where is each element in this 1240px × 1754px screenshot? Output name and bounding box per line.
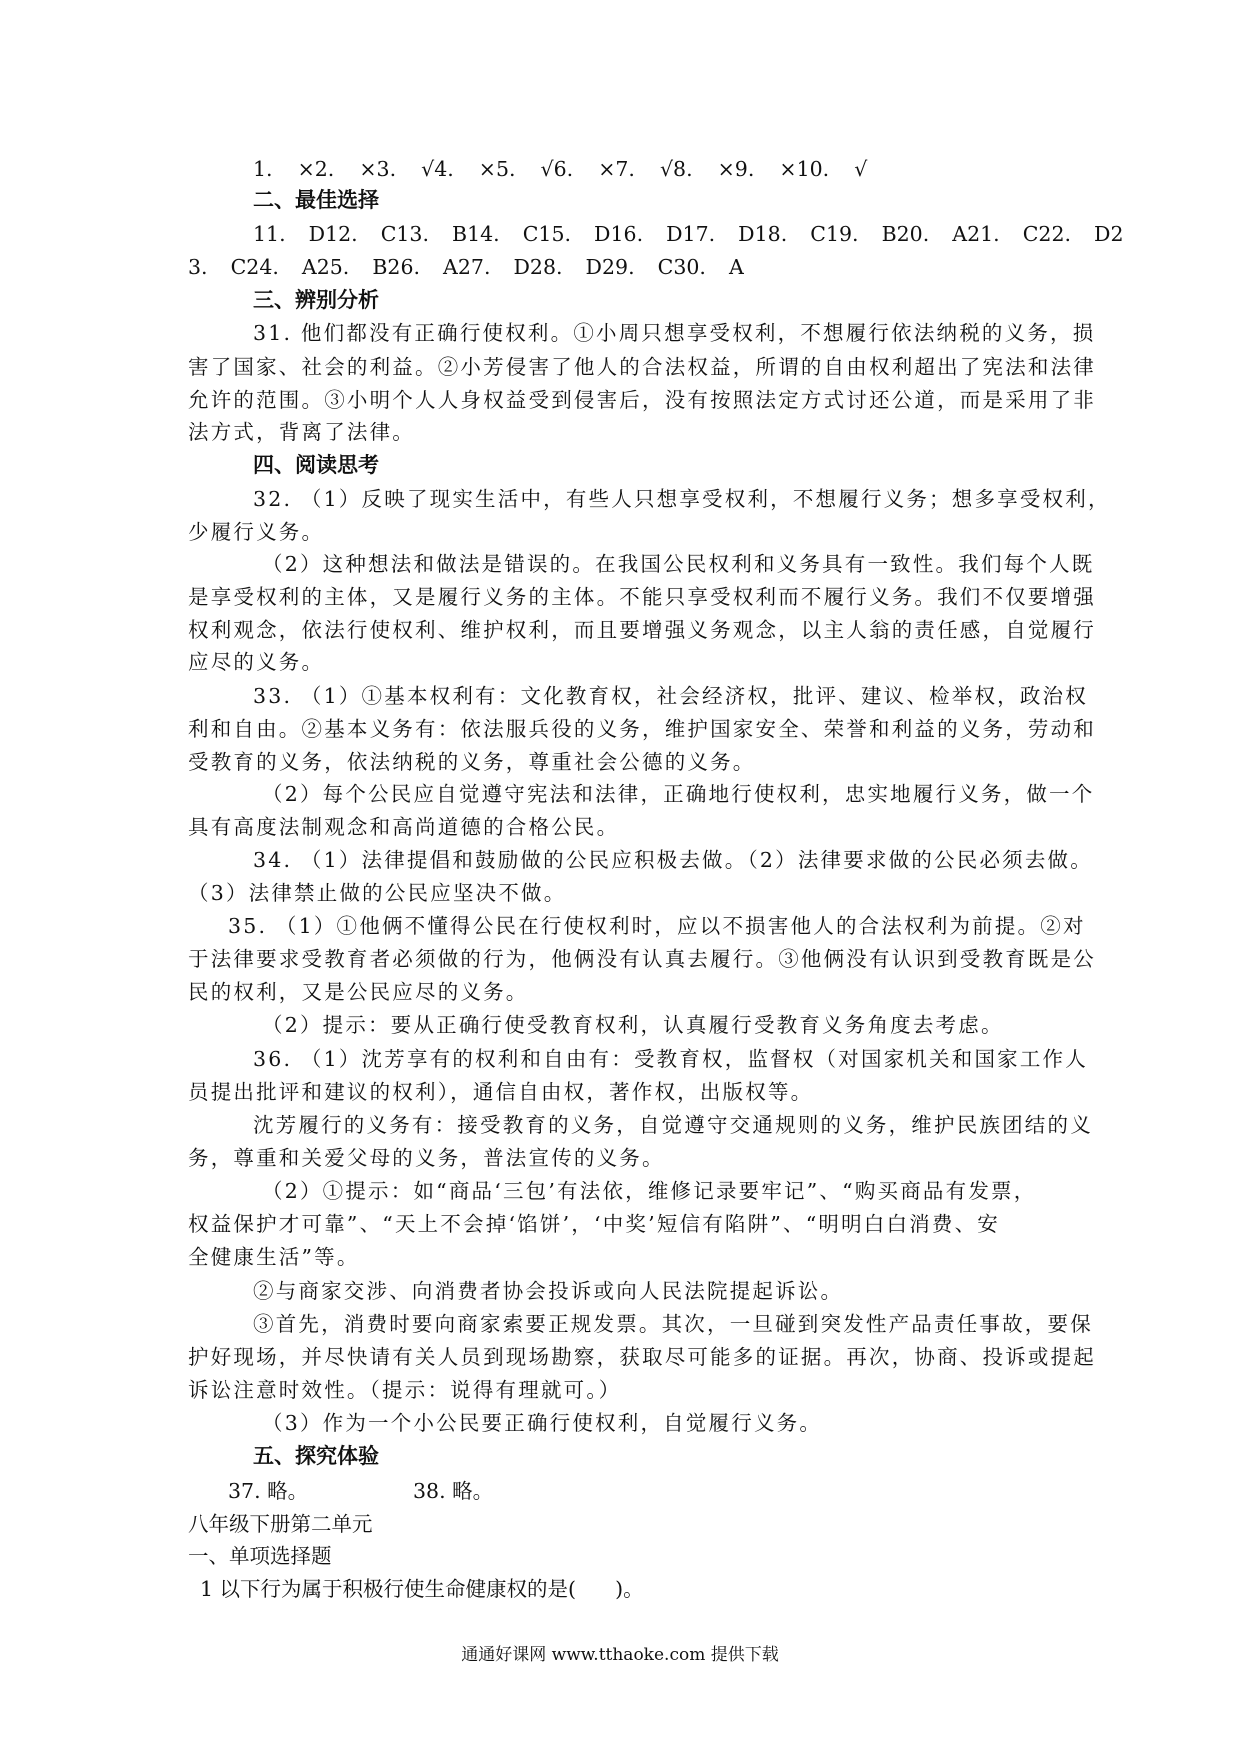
reading-line: 权益保护才可靠”、“天上不会掉‘馅饼’，‘中奖’短信有陷阱”、“明明白白消费、安 (188, 1212, 1000, 1236)
reading-line: 护好现场，并尽快请有关人员到现场勘察，获取尽可能多的证据。再次，协商、投诉或提起 (188, 1345, 1096, 1369)
reading-line: （2）每个公民应自觉遵守宪法和法律，正确地行使权利，忠实地履行义务，做一个 (262, 782, 1095, 806)
analysis-line: 害了国家、社会的利益。②小芳侵害了他人的合法权益，所谓的自由权利超出了宪法和法律 (188, 355, 1096, 379)
reading-line: ③首先，消费时要向商家索要正规发票。其次，一旦碰到突发性产品责任事故，要保 (253, 1312, 1093, 1336)
section-title-analysis: 三、辨别分析 (253, 288, 379, 312)
reading-line: 诉讼注意时效性。（提示：说得有理就可。） (188, 1378, 622, 1402)
reading-line: （2）提示：要从正确行使受教育权利，认真履行受教育义务角度去考虑。 (262, 1013, 1004, 1037)
reading-line: （2）这种想法和做法是错误的。在我国公民权利和义务具有一致性。我们每个人既 (262, 552, 1095, 576)
reading-line: 是享受权利的主体，又是履行义务的主体。不能只享受权利而不履行义务。我们不仅要增强 (188, 585, 1096, 609)
analysis-line: 允许的范围。③小明个人人身权益受到侵害后，没有按照法定方式讨还公道，而是采用了非 (188, 388, 1096, 412)
reading-line: （3）法律禁止做的公民应坚决不做。 (188, 881, 567, 905)
section-title-explore: 五、探究体验 (253, 1444, 379, 1468)
section-title-reading: 四、阅读思考 (253, 453, 379, 477)
judgment-answers: 1. ×2. ×3. √4. ×5. √6. ×7. √8. ×9. ×10. √ (253, 157, 868, 181)
reading-line: 于法律要求受教育者必须做的行为，他俩没有认真去履行。③他俩没有认识到受教育既是公 (188, 947, 1096, 971)
reading-line: ②与商家交涉、向消费者协会投诉或向人民法院提起诉讼。 (253, 1279, 844, 1303)
reading-line: 34. （1）法律提倡和鼓励做的公民应积极去做。（2）法律要求做的公民必须去做。 (253, 848, 1093, 872)
reading-line: （2）①提示：如“商品‘三包’有法依，维修记录要牢记”、“购买商品有发票， (262, 1179, 1037, 1203)
reading-line: 具有高度法制观念和高尚道德的合格公民。 (188, 815, 620, 839)
reading-line: 32. （1）反映了现实生活中，有些人只想享受权利，不想履行义务；想多享受权利， (253, 487, 1111, 511)
reading-line: 务，尊重和关爱父母的义务，普法宣传的义务。 (188, 1146, 665, 1170)
explore-answer-38: 38. 略。 (413, 1479, 494, 1503)
reading-line: 利和自由。②基本义务有：依法服兵役的义务，维护国家安全、荣誉和利益的义务，劳动和 (188, 717, 1096, 741)
reading-line: 36. （1）沈芳享有的权利和自由有：受教育权，监督权（对国家机关和国家工作人 (253, 1047, 1088, 1071)
reading-line: 33. （1）①基本权利有：文化教育权，社会经济权，批评、建议、检举权，政治权 (253, 684, 1088, 708)
section-title-best-choice: 二、最佳选择 (253, 188, 379, 212)
unit-title: 八年级下册第二单元 (188, 1512, 373, 1536)
reading-line: 权利观念，依法行使权利、维护权利，而且要增强义务观念，以主人翁的责任感，自觉履行 (188, 618, 1096, 642)
question-1: 1 以下行为属于积极行使生命健康权的是( )。 (200, 1577, 644, 1601)
reading-line: 沈芳履行的义务有：接受教育的义务，自觉遵守交通规则的义务，维护民族团结的义 (253, 1113, 1093, 1137)
reading-line: 受教育的义务，依法纳税的义务，尊重社会公德的义务。 (188, 750, 756, 774)
page-footer: 通通好课网 www.tthaoke.com 提供下载 (461, 1645, 779, 1665)
analysis-line: 31. 他们都没有正确行使权利。①小周只想享受权利，不想履行依法纳税的义务，损 (253, 321, 1096, 345)
explore-answer-37: 37. 略。 (228, 1479, 309, 1503)
choice-answers-line-1: 11. D12. C13. B14. C15. D16. D17. D18. C19. B20. A21. C22. D2 (253, 222, 1124, 246)
reading-line: 少履行义务。 (188, 520, 325, 544)
reading-line: （3）作为一个小公民要正确行使权利，自觉履行义务。 (262, 1411, 823, 1435)
reading-line: 35. （1）①他俩不懂得公民在行使权利时，应以不损害他人的合法权利为前提。②对 (228, 914, 1086, 938)
choice-answers-line-2: 3. C24. A25. B26. A27. D28. D29. C30. A (188, 255, 744, 279)
unit-subtitle: 一、单项选择题 (188, 1544, 332, 1568)
analysis-line: 法方式，背离了法律。 (188, 420, 415, 444)
reading-line: 全健康生活”等。 (188, 1245, 360, 1269)
reading-line: 应尽的义务。 (188, 650, 325, 674)
reading-line: 民的权利，又是公民应尽的义务。 (188, 980, 529, 1004)
reading-line: 员提出批评和建议的权利），通信自由权，著作权，出版权等。 (188, 1080, 814, 1104)
